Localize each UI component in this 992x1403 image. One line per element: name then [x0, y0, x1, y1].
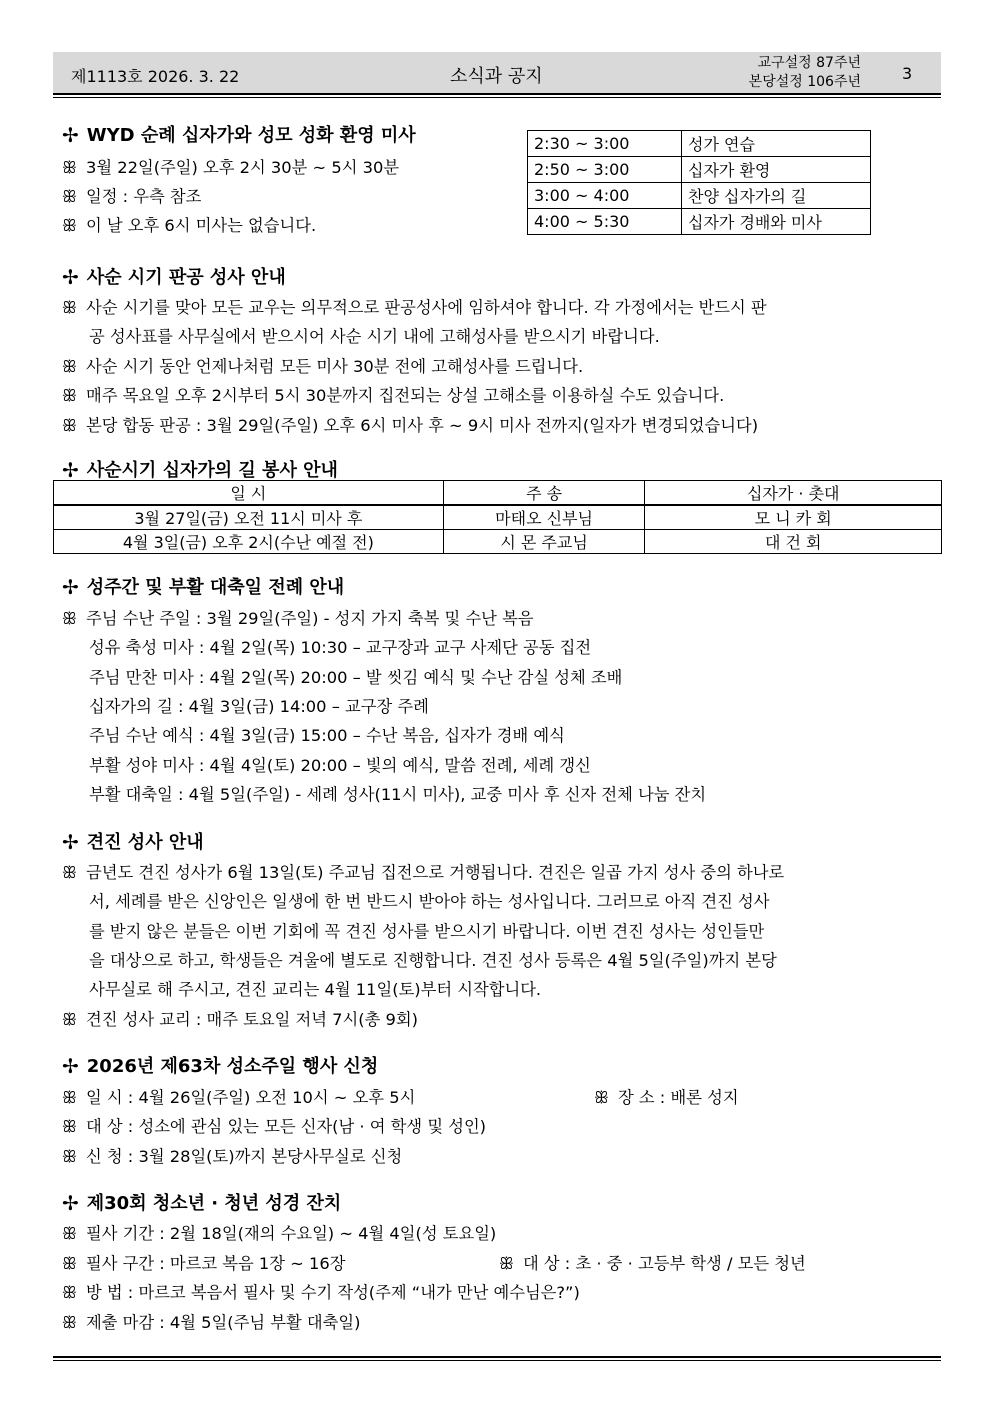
wyd-line: ꕥ 3월 22일(주일) 오후 2시 30분 ~ 5시 30분	[62, 158, 400, 177]
confession-line: ꕥ 본당 합동 판공 : 3월 29일(주일) 오후 6시 미사 후 ~ 9시 미사 전까지(일자가 변경되었습니다)	[62, 416, 759, 435]
clover-bullet-icon: ꕥ	[62, 609, 77, 628]
clover-bullet-icon: ꕥ	[594, 1088, 609, 1107]
clover-bullet-icon: ꕥ	[62, 216, 77, 235]
footer-divider	[53, 1356, 941, 1358]
table-row: 4월 3일(금) 오후 2시(수난 예절 전) 시 몬 주교님 대 건 회	[54, 530, 942, 554]
clover-bullet-icon: ꕥ	[62, 1010, 77, 1029]
clover-bullet-icon: ꕥ	[62, 416, 77, 435]
diocese-anniversary: 교구설정 87주년	[757, 55, 861, 71]
stations-section-title: ✢ 사순시기 십자가의 길 봉사 안내	[62, 458, 338, 482]
bible-method: ꕥ 방 법 : 마르코 복음서 필사 및 수기 작성(주제 “내가 만난 예수님은?”)	[62, 1283, 580, 1302]
clover-bullet-icon: ꕥ	[62, 298, 77, 317]
parish-anniversary: 본당설정 106주년	[748, 74, 861, 90]
table-row: 3:00 ~ 4:00 찬양 십자가의 길	[528, 183, 871, 209]
bible-deadline: ꕥ 제출 마감 : 4월 5일(주님 부활 대축일)	[62, 1313, 361, 1332]
table-row: 2:30 ~ 3:00 성가 연습	[528, 131, 871, 157]
cross-icon: ✢	[62, 575, 79, 599]
bible-section-title: ✢ 제30회 청소년 · 청년 성경 잔치	[62, 1191, 342, 1215]
clover-bullet-icon: ꕥ	[62, 386, 77, 405]
table-row: 2:50 ~ 3:00 십자가 환영	[528, 157, 871, 183]
bible-range: ꕥ 필사 구간 : 마르코 복음 1장 ~ 16장	[62, 1254, 346, 1273]
table-row: 3월 27일(금) 오전 11시 미사 후 마태오 신부님 모 니 카 회	[54, 505, 942, 530]
wyd-section-title: ✢ WYD 순례 십자가와 성모 성화 환영 미사	[62, 123, 416, 147]
clover-bullet-icon: ꕥ	[62, 1283, 77, 1302]
stations-table	[53, 480, 942, 554]
vocation-place: ꕥ 장 소 : 배론 성지	[594, 1088, 739, 1107]
clover-bullet-icon: ꕥ	[62, 187, 77, 206]
clover-bullet-icon: ꕥ	[62, 1088, 77, 1107]
confession-line-cont: 공 성사표를 사무실에서 받으시어 사순 시기 내에 고해성사를 받으시기 바랍니다.	[89, 327, 660, 346]
holy-week-section-title: ✢ 성주간 및 부활 대축일 전례 안내	[62, 575, 345, 599]
bible-period: ꕥ 필사 기간 : 2월 18일(재의 수요일) ~ 4월 4일(성 토요일)	[62, 1224, 497, 1243]
confirmation-section-title: ✢ 견진 성사 안내	[62, 830, 204, 854]
vocation-target: ꕥ 대 상 : 성소에 관심 있는 모든 신자(남 · 여 학생 및 성인)	[62, 1117, 487, 1136]
holy-week-item: 십자가의 길 : 4월 3일(금) 14:00 – 교구장 주례	[89, 697, 429, 716]
cross-icon: ✢	[62, 458, 79, 482]
cross-icon: ✢	[62, 1054, 79, 1078]
cross-icon: ✢	[62, 265, 79, 289]
clover-bullet-icon: ꕥ	[62, 1147, 77, 1166]
issue-number: 제1113호 2026. 3. 22	[71, 67, 240, 86]
confirmation-line: ꕥ 금년도 견진 성사가 6월 13일(토) 주교님 집전으로 거행됩니다. 견진은 일곱 가지 성사 중의 하나로	[62, 863, 785, 882]
vocation-apply: ꕥ 신 청 : 3월 28일(토)까지 본당사무실로 신청	[62, 1147, 403, 1166]
confirmation-line-cont: 서, 세례를 받은 신앙인은 일생에 한 번 반드시 받아야 하는 성사입니다. 그러므로 아직 견진 성사	[89, 892, 770, 911]
table-row: 4:00 ~ 5:30 십자가 경배와 미사	[528, 209, 871, 235]
confirmation-line-cont: 를 받지 않은 분들은 이번 기회에 꼭 견진 성사를 받으시기 바랍니다. 이번 견진 성사는 성인들만	[89, 922, 765, 941]
page-header	[53, 52, 941, 94]
footer-divider-thin	[53, 1360, 941, 1361]
confession-line: ꕥ 사순 시기를 맞아 모든 교우는 의무적으로 판공성사에 임하셔야 합니다. 각 가정에서는 반드시 판	[62, 298, 767, 317]
holy-week-item: ꕥ 주님 수난 주일 : 3월 29일(주일) - 성지 가지 축복 및 수난 복음	[62, 609, 534, 628]
cross-icon: ✢	[62, 123, 79, 147]
clover-bullet-icon: ꕥ	[62, 1224, 77, 1243]
page-number: 3	[902, 64, 913, 83]
table-header-row: 일 시 주 송 십자가 · 촛대	[54, 481, 942, 506]
confession-line: ꕥ 매주 목요일 오후 2시부터 5시 30분까지 집전되는 상설 고해소를 이용하실 수도 있습니다.	[62, 386, 725, 405]
confession-section-title: ✢ 사순 시기 판공 성사 안내	[62, 265, 286, 289]
clover-bullet-icon: ꕥ	[62, 1117, 77, 1136]
page-title: 소식과 공지	[450, 66, 543, 87]
confirmation-line-cont: 사무실로 해 주시고, 견진 교리는 4월 11일(토)부터 시작합니다.	[89, 980, 542, 999]
wyd-schedule-table	[527, 130, 871, 235]
cross-icon: ✢	[62, 830, 79, 854]
holy-week-item: 성유 축성 미사 : 4월 2일(목) 10:30 – 교구장과 교구 사제단 공동 집전	[89, 638, 592, 657]
vocation-date: ꕥ 일 시 : 4월 26일(주일) 오전 10시 ~ 오후 5시	[62, 1088, 416, 1107]
holy-week-item: 부활 대축일 : 4월 5일(주일) - 세례 성사(11시 미사), 교중 미사 후 신자 전체 나눔 잔치	[89, 785, 707, 804]
header-divider	[53, 93, 941, 95]
clover-bullet-icon: ꕥ	[62, 357, 77, 376]
clover-bullet-icon: ꕥ	[499, 1254, 514, 1273]
holy-week-item: 부활 성야 미사 : 4월 4일(토) 20:00 – 빛의 예식, 말씀 전례, 세례 갱신	[89, 756, 591, 775]
header-divider-thin	[53, 97, 941, 98]
holy-week-item: 주님 만찬 미사 : 4월 2일(목) 20:00 – 발 씻김 예식 및 수난 감실 성체 조배	[89, 668, 623, 687]
anniversary-info	[725, 54, 861, 92]
wyd-line: ꕥ 일정 : 우측 참조	[62, 187, 202, 206]
wyd-line: ꕥ 이 날 오후 6시 미사는 없습니다.	[62, 216, 317, 235]
confession-line: ꕥ 사순 시기 동안 언제나처럼 모든 미사 30분 전에 고해성사를 드립니다.	[62, 357, 584, 376]
confirmation-line-cont: 을 대상으로 하고, 학생들은 겨울에 별도로 진행합니다. 견진 성사 등록은 4월 5일(주일)까지 본당	[89, 951, 777, 970]
clover-bullet-icon: ꕥ	[62, 1313, 77, 1332]
vocation-section-title: ✢ 2026년 제63차 성소주일 행사 신청	[62, 1054, 379, 1078]
clover-bullet-icon: ꕥ	[62, 1254, 77, 1273]
confirmation-line: ꕥ 견진 성사 교리 : 매주 토요일 저녁 7시(총 9회)	[62, 1010, 418, 1029]
bible-target: ꕥ 대 상 : 초 · 중 · 고등부 학생 / 모든 청년	[499, 1254, 806, 1273]
clover-bullet-icon: ꕥ	[62, 158, 77, 177]
holy-week-item: 주님 수난 예식 : 4월 3일(금) 15:00 – 수난 복음, 십자가 경배 예식	[89, 726, 565, 745]
clover-bullet-icon: ꕥ	[62, 863, 77, 882]
cross-icon: ✢	[62, 1191, 79, 1215]
